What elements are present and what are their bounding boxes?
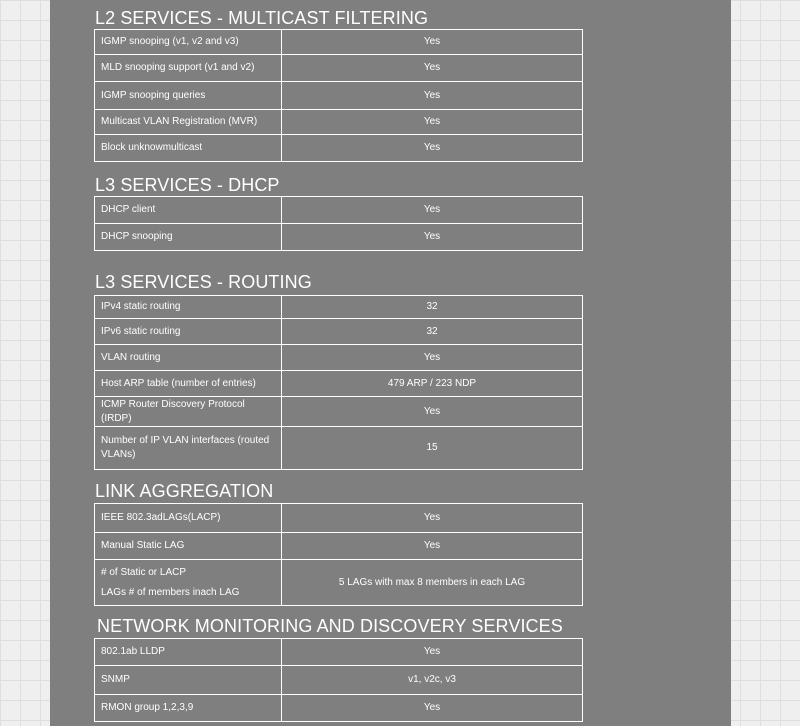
section-heading: L3 SERVICES - DHCP <box>95 175 280 195</box>
table-row <box>95 296 583 319</box>
table-row <box>95 319 583 345</box>
table-row <box>95 695 583 722</box>
table-row <box>95 135 583 162</box>
table-row <box>95 110 583 135</box>
table-row <box>95 504 583 533</box>
row-label: IGMP snooping (v1, v2 and v3) <box>95 30 282 55</box>
spec-table <box>94 29 583 162</box>
row-value: Yes <box>282 533 583 560</box>
row-label: IGMP snooping queries <box>95 82 282 110</box>
row-label: Block unknowmulticast <box>95 135 282 162</box>
section-network-monitoring <box>95 616 583 722</box>
row-label: VLAN routing <box>95 345 282 371</box>
row-label: IPv4 static routing <box>95 296 282 319</box>
row-value: Yes <box>282 55 583 82</box>
table-row <box>95 666 583 695</box>
section-routing <box>95 272 583 470</box>
row-label: Manual Static LAG <box>95 533 282 560</box>
row-value: v1, v2c, v3 <box>282 666 583 695</box>
section-heading: LINK AGGREGATION <box>95 481 274 501</box>
section-dhcp <box>95 175 583 251</box>
table-row <box>95 371 583 397</box>
row-label: DHCP snooping <box>95 224 282 251</box>
row-label: 802.1ab LLDP <box>95 639 282 666</box>
table-row <box>95 197 583 224</box>
row-label: RMON group 1,2,3,9 <box>95 695 282 722</box>
row-value: 5 LAGs with max 8 members in each LAG <box>282 560 583 606</box>
row-value: Yes <box>282 639 583 666</box>
table-row <box>95 224 583 251</box>
row-value: Yes <box>282 30 583 55</box>
row-value: Yes <box>282 82 583 110</box>
section-heading: L2 SERVICES - MULTICAST FILTERING <box>95 8 429 28</box>
row-label: Multicast VLAN Registration (MVR) <box>95 110 282 135</box>
row-label: MLD snooping support (v1 and v2) <box>95 55 282 82</box>
row-value: 32 <box>282 319 583 345</box>
row-value: Yes <box>282 397 583 427</box>
row-value: 15 <box>282 427 583 470</box>
row-value: Yes <box>282 345 583 371</box>
table-row <box>95 397 583 427</box>
table-row <box>95 427 583 470</box>
section-heading: NETWORK MONITORING AND DISCOVERY SERVICES <box>97 616 563 636</box>
section-link-aggregation <box>95 481 583 606</box>
row-value: Yes <box>282 197 583 224</box>
table-row <box>95 345 583 371</box>
row-value: Yes <box>282 504 583 533</box>
row-label-line: LAGs # of members inach LAG <box>101 586 240 598</box>
row-label: ICMP Router Discovery Protocol (IRDP) <box>95 397 282 427</box>
row-value: Yes <box>282 224 583 251</box>
table-row <box>95 560 583 606</box>
table-row <box>95 30 583 55</box>
row-value: Yes <box>282 695 583 722</box>
row-value: 32 <box>282 296 583 319</box>
spec-table <box>94 638 583 722</box>
section-multicast-filtering <box>95 8 583 162</box>
table-row <box>95 639 583 666</box>
row-label <box>95 560 282 606</box>
table-row <box>95 533 583 560</box>
table-row <box>95 55 583 82</box>
spec-table <box>94 503 583 606</box>
table-row <box>95 82 583 110</box>
row-value: Yes <box>282 135 583 162</box>
row-value: 479 ARP / 223 NDP <box>282 371 583 397</box>
row-label: DHCP client <box>95 197 282 224</box>
spec-table <box>94 196 583 251</box>
row-value: Yes <box>282 110 583 135</box>
section-heading: L3 SERVICES - ROUTING <box>95 272 312 292</box>
spec-table <box>94 295 583 470</box>
row-label: SNMP <box>95 666 282 695</box>
row-label: Number of IP VLAN interfaces (routed VLANs) <box>95 427 282 470</box>
row-label: Host ARP table (number of entries) <box>95 371 282 397</box>
row-label: IPv6 static routing <box>95 319 282 345</box>
row-label: IEEE 802.3adLAGs(LACP) <box>95 504 282 533</box>
row-label-line: # of Static or LACP <box>101 566 187 578</box>
